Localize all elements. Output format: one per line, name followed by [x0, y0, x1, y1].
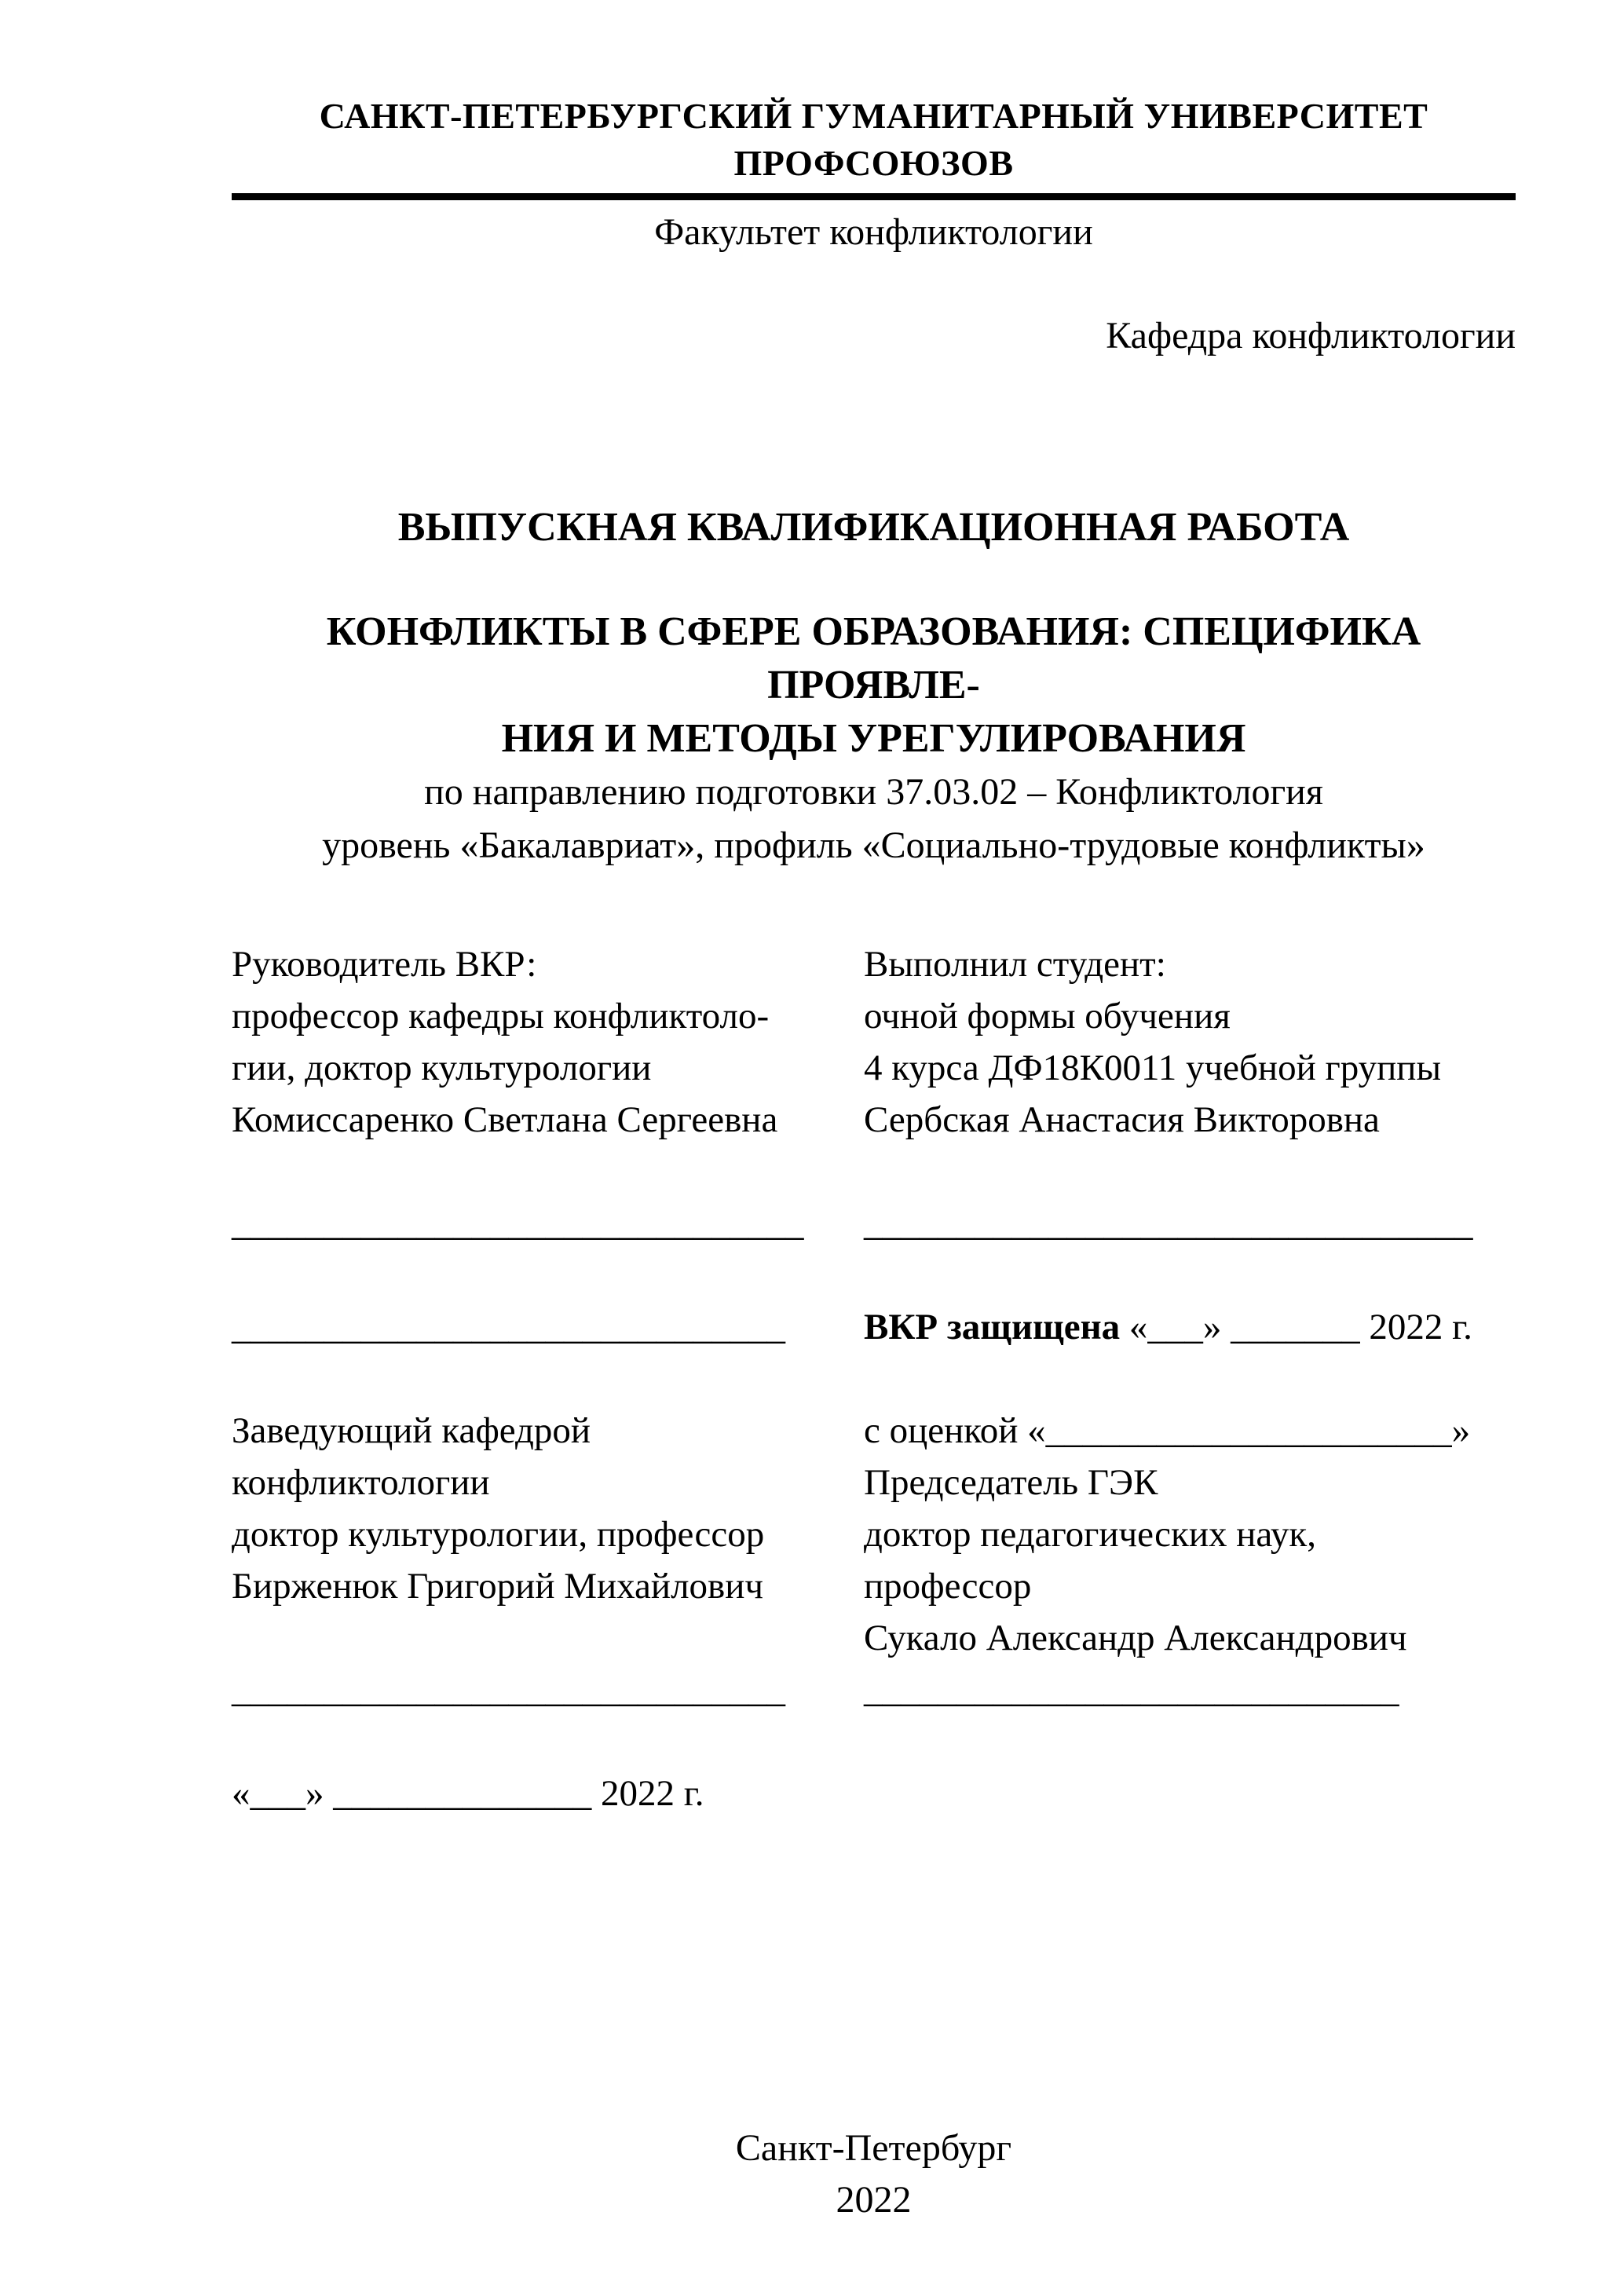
left-column: [232, 938, 864, 1819]
header-rule: [232, 193, 1516, 200]
footer: [232, 2122, 1516, 2226]
blank-row: [232, 1146, 864, 1197]
study-form-line: очной формы обучения: [864, 996, 1231, 1036]
supervisor-position-line1: профессор кафедры конфликтоло-: [232, 996, 770, 1036]
blank-row: [232, 1249, 864, 1301]
student-signature-line: _________________________________: [864, 1203, 1473, 1244]
grade-line: с оценкой «______________________»: [864, 1410, 1471, 1451]
blank-row: [864, 1353, 1516, 1405]
defense-date-blanks: «___» _______ 2022 г.: [1120, 1307, 1472, 1347]
right-column: [864, 938, 1516, 1819]
secondary-signature-line: ______________________________: [232, 1307, 785, 1347]
university-name: САНКТ-ПЕТЕРБУРГСКИЙ ГУМАНИТАРНЫЙ УНИВЕРСИТЕТ ПРОФСОЮЗОВ: [319, 96, 1428, 183]
city-line: Санкт-Петербург: [735, 2127, 1012, 2169]
dept-head-name: Бирженюк Григорий Михайлович: [232, 1566, 764, 1607]
level-profile-line: уровень «Бакалавриат», профиль «Социально-трудовые конфликты»: [322, 824, 1425, 866]
gek-chair-title: Председатель ГЭК: [864, 1462, 1158, 1503]
blank-row: [864, 1146, 1516, 1197]
blank-row: [864, 1716, 1516, 1768]
thesis-title-line2: НИЯ И МЕТОДЫ УРЕГУЛИРОВАНИЯ: [501, 716, 1246, 761]
department-name: Кафедра конфликтологии: [1106, 315, 1516, 356]
dept-head-degree: доктор культурологии, профессор: [232, 1514, 765, 1555]
thesis-title: [232, 605, 1516, 872]
gek-chair-signature-line: _____________________________: [864, 1669, 1399, 1710]
blank-row: [864, 1249, 1516, 1301]
blank-row: [864, 1768, 1516, 1819]
thesis-title-line1: КОНФЛИКТЫ В СФЕРЕ ОБРАЗОВАНИЯ: СПЕЦИФИКА ПРОЯВЛЕ-: [326, 609, 1421, 707]
supervisor-heading: Руководитель ВКР:: [232, 944, 537, 985]
student-name: Сербская Анастасия Викторовна: [864, 1099, 1380, 1140]
study-group-line: 4 курса ДФ18К0011 учебной группы: [864, 1047, 1442, 1088]
dept-head-title-line1: Заведующий кафедрой: [232, 1410, 591, 1451]
work-type-heading: ВЫПУСКНАЯ КВАЛИФИКАЦИОННАЯ РАБОТА: [397, 505, 1350, 550]
gek-chair-name: Сукало Александр Александрович: [864, 1618, 1407, 1658]
program-line: по направлению подготовки 37.03.02 – Конфликтология: [424, 771, 1323, 813]
defense-date-label: ВКР защищена: [864, 1307, 1121, 1347]
dept-head-signature-line: ______________________________: [232, 1669, 785, 1710]
student-heading: Выполнил студент:: [864, 944, 1166, 985]
blank-row: [232, 1612, 864, 1664]
gek-chair-degree: доктор педагогических наук,: [864, 1514, 1316, 1555]
supervisor-name: Комиссаренко Светлана Сергеевна: [232, 1099, 778, 1140]
signature-columns: [232, 938, 1516, 1819]
faculty-name: Факультет конфликтологии: [654, 211, 1093, 253]
blank-row: [232, 1716, 864, 1768]
defense-date-line: [864, 1301, 1516, 1353]
blank-row: [232, 1353, 864, 1405]
year-line: 2022: [836, 2179, 912, 2221]
gek-chair-rank: профессор: [864, 1566, 1032, 1607]
dept-head-title-line2: конфликтологии: [232, 1462, 490, 1503]
supervisor-position-line2: гии, доктор культурологии: [232, 1047, 652, 1088]
dept-head-date-line: «___» ______________ 2022 г.: [232, 1773, 704, 1814]
supervisor-signature-line: _______________________________: [232, 1203, 804, 1244]
